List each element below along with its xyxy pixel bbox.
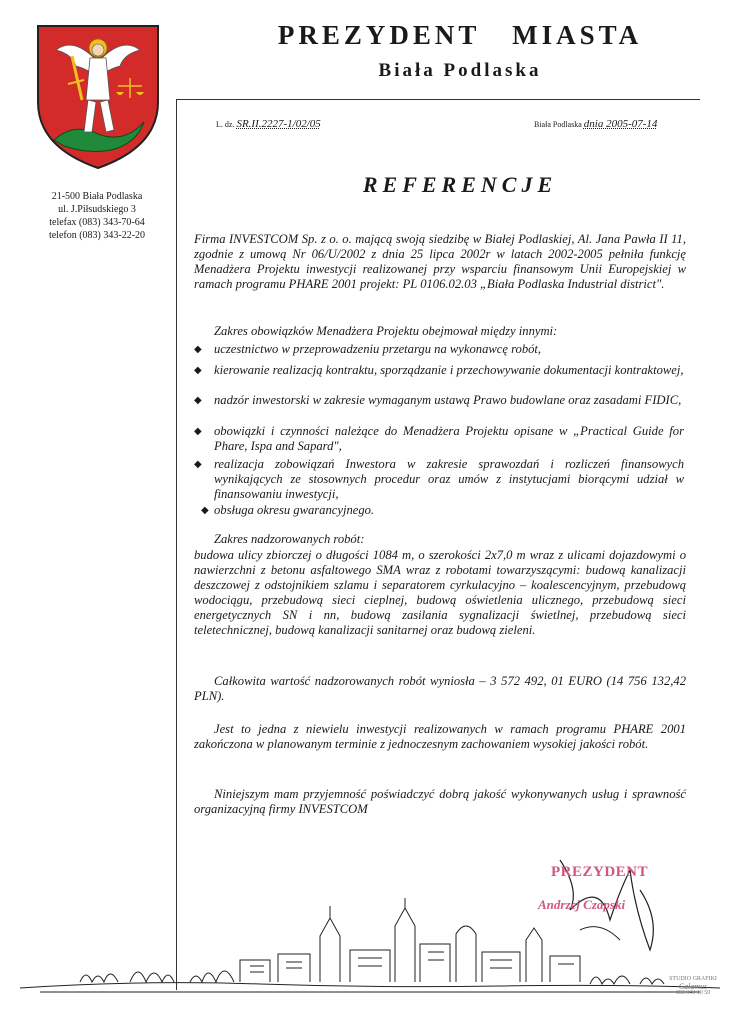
office-address — [22, 190, 172, 242]
supervised-intro: Zakres nadzorowanych robót: — [214, 532, 365, 546]
stamp-title: PREZYDENT — [551, 864, 649, 880]
intro-paragraph: Firma INVESTCOM Sp. z o. o. mającą swoją siedzibę w Białej Podlaskiej, Al. Jana Pawła II 11, zgodnie z umową Nr 06/U/2002 z dnia 25 lipca 2002r w latach 2002-2005 pełniła funkcję Menadżera Projektu inwestycji realizowanej przy wsparciu finansowym Unii Europejskiej w ramach programu PHARE 2001 projekt: PL 0106.02.03 „Biała Podlaska Industrial district". — [194, 232, 686, 291]
bullet-diamond-icon: ◆ — [194, 344, 202, 355]
list-item — [194, 363, 684, 378]
list-item — [194, 424, 684, 454]
duties-intro: Zakres obowiązków Menadżera Projektu obejmował między innymi: — [214, 324, 558, 338]
printer-line: 083 343 10 50 — [675, 990, 711, 996]
bullet-diamond-icon: ◆ — [194, 365, 202, 376]
bullet-diamond-icon: ◆ — [194, 395, 202, 406]
bullet-diamond-icon: ◆ — [194, 459, 202, 470]
printer-line: Calamus — [678, 982, 708, 991]
list-item-text: nadzór inwestorski w zakresie wymaganym ustawą Prawo budowlane oraz zasadami FIDIC, — [214, 393, 682, 407]
stamp-name: Andrzej Czapski — [538, 897, 626, 912]
list-item-text: kierowanie realizacją kontraktu, sporządzanie i przechowywanie dokumentacji kontraktowej, — [214, 363, 684, 377]
address-line: telefon (083) 343-22-20 — [48, 230, 146, 241]
printer-line: STUDIO GRAFIKI — [669, 976, 717, 982]
date-value: dnia 2005-07-14 — [583, 118, 658, 130]
date-line — [534, 118, 657, 130]
certification-paragraph: Niniejszym mam przyjemność poświadczyć dobrą jakość wykonywanych usług i sprawność organizacyjną firmy INVESTCOM — [194, 787, 686, 816]
letterhead-city: Biała Podlaska — [378, 60, 542, 81]
address-line: 21-500 Biała Podlaska — [51, 191, 143, 202]
list-item-text: obowiązki i czynności należące do Menadżera Projektu opisane w „Practical Guide for Phare, Ispa and Sapard", — [214, 424, 684, 453]
list-item — [194, 342, 684, 357]
reference-label: L. dz. — [216, 120, 235, 129]
list-item-text: obsługa okresu gwarancyjnego. — [214, 503, 375, 517]
list-item-text: realizacja zobowiązań Inwestora w zakresie sprawozdań i rozliczeń finansowych wynikających ze stosownych procedur oraz umów z instytucjami biorącymi udział w finansowaniu inwestycji, — [214, 457, 684, 501]
list-item — [194, 457, 684, 502]
phare-paragraph: Jest to jedna z niewielu inwestycji realizowanych w ramach programu PHARE 2001 zakończona w planowanym terminie z jednoczesnym zachowaniem wysokiej jakości robót. — [194, 722, 686, 751]
letterhead-title: PREZYDENT MIASTA — [277, 20, 643, 50]
supervised-works: budowa ulicy zbiorczej o długości 1084 m, o szerokości 2x7,0 m wraz z ulicami dojazdowymi o nawierzchni z betonu asfaltowego SMA wraz z robotami towarzyszącymi: budową kanalizacji deszczowej z odstojnikiem szlamu i separatorem cyrkulacyjno – koalescencyjnym, przebudową wodociągu, przebudową sieci cieplnej, budową oświetlenia ulicznego, przebudową sieci energetycznych SN i nn, budową zasilania sygnalizacji świetlnej, przebudową sieci teletechnicznej, budową kanalizacji sanitarnej oraz budową zieleni. — [194, 548, 686, 637]
printer-mark — [668, 976, 718, 997]
total-value-paragraph: Całkowita wartość nadzorowanych robót wyniosła – 3 572 492, 01 EURO (14 756 132,42 PLN). — [194, 674, 686, 703]
address-line: ul. J.Piłsudskiego 3 — [58, 204, 136, 215]
header-divider — [176, 99, 700, 100]
city-coat-of-arms — [34, 22, 162, 172]
document-heading: REFERENCJE — [362, 172, 558, 197]
reference-number: SR.II.2227-1/02/05 — [236, 118, 321, 130]
list-item-text: uczestnictwo w przeprowadzeniu przetargu na wykonawcę robót, — [214, 342, 542, 356]
reference-line — [216, 118, 321, 130]
bullet-diamond-icon: ◆ — [201, 505, 209, 516]
vertical-divider — [176, 100, 177, 990]
list-item — [194, 393, 684, 408]
address-line: telefax (083) 343-70-64 — [49, 217, 145, 228]
bullet-diamond-icon: ◆ — [194, 426, 202, 437]
date-place: Biała Podlaska — [534, 120, 582, 129]
list-item — [194, 503, 684, 518]
